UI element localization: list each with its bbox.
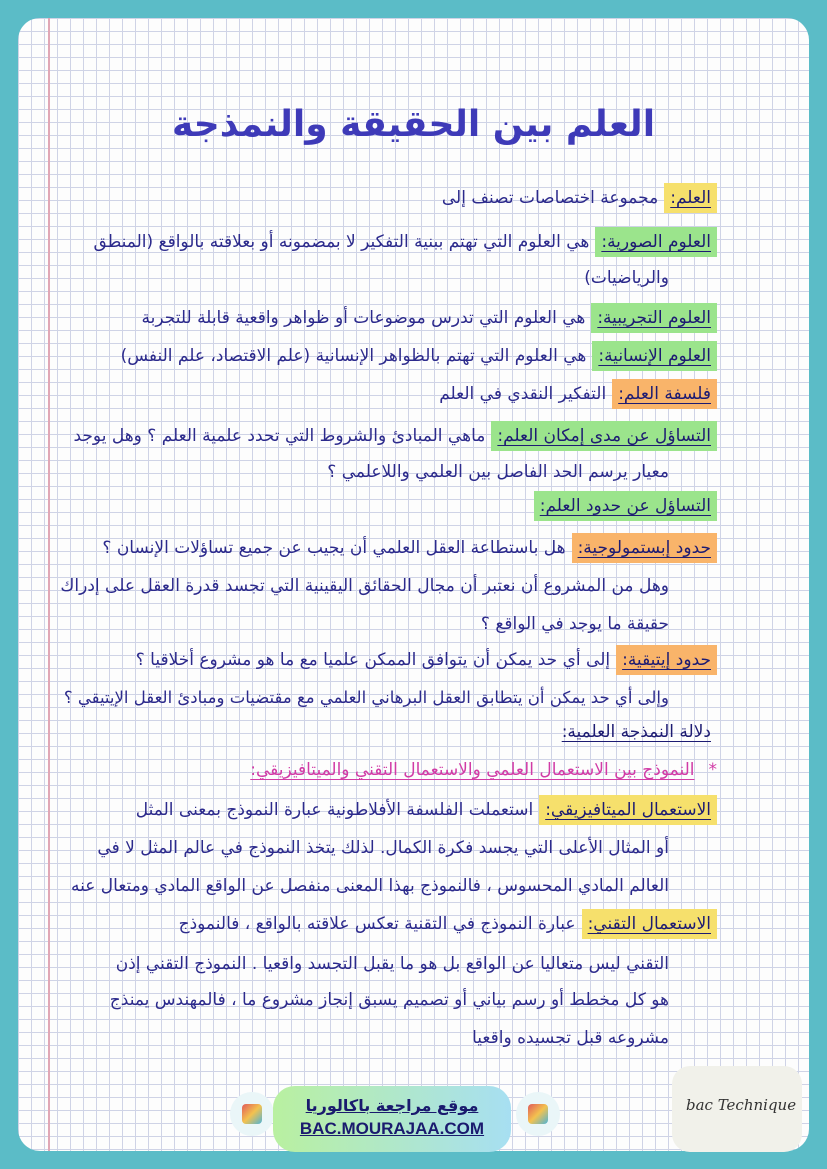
note-line [58, 980, 669, 1020]
footer-url-link[interactable]: BAC.MOURAJAA.COM [299, 1119, 485, 1138]
note-text: وإلى أي حد يمكن أن يتطابق العقل البرهاني العلمي مع مقتضيات ومبادئ العقل الإيتيقي ؟ [63, 688, 669, 707]
note-text: ماهي المبادئ والشروط التي تحدد علمية العلم ؟ وهل يوجد [73, 426, 486, 446]
note-text: هي العلوم التي تدرس موضوعات أو ظواهر واقعية قابلة للتجربة [141, 308, 586, 328]
note-text: والرياضيات) [584, 268, 669, 288]
note-term: دلالة النمذجة العلمية: [561, 722, 711, 742]
brand-text: bac Technique [686, 1096, 797, 1114]
note-term: التساؤل عن مدى إمكان العلم: [491, 421, 717, 451]
note-text: استعملت الفلسفة الأفلاطونية عبارة النموذج بمعنى المثل [135, 800, 534, 820]
brand-stamp [672, 1066, 802, 1152]
note-line [58, 298, 717, 338]
note-text: التقني ليس متعاليا عن الواقع بل هو ما يقبل التجسد واقعيا . النموذج التقني إذن [115, 954, 669, 974]
note-term: العلم: [664, 183, 717, 213]
note-line [58, 566, 669, 606]
note-text: إلى أي حد يمكن أن يتوافق الممكن علميا مع ما هو مشروع أخلاقيا ؟ [135, 650, 611, 670]
note-line [58, 374, 717, 414]
note-term: حدود إيتيقية: [616, 645, 717, 675]
note-line [58, 178, 717, 218]
note-line [58, 750, 717, 790]
page-title: العلم بين الحقيقة والنمذجة [171, 104, 656, 145]
note-line [58, 336, 717, 376]
footer-badge[interactable] [273, 1086, 511, 1152]
note-line [58, 1018, 669, 1058]
note-term: العلوم الإنسانية: [592, 341, 717, 371]
note-line [58, 790, 717, 830]
note-line [58, 258, 669, 298]
margin-line [48, 18, 50, 1151]
note-text: وهل من المشروع أن نعتبر أن مجال الحقائق اليقينية التي تجسد قدرة العقل على إدراك [60, 576, 669, 596]
note-line [58, 416, 717, 456]
site-logo-icon [516, 1092, 560, 1136]
note-line [58, 828, 669, 868]
note-text: هي العلوم التي تهتم ببنية التفكير لا بمضمونه أو بعلاقته بالواقع (المنطق [93, 232, 590, 252]
note-text: هي العلوم التي تهتم بالظواهر الإنسانية (علم الاقتصاد، علم النفس) [120, 346, 587, 366]
note-line [58, 640, 717, 680]
note-text: معيار يرسم الحد الفاصل بين العلمي واللاعلمي ؟ [327, 462, 669, 482]
note-line [58, 904, 717, 944]
note-term: النموذج بين الاستعمال العلمي والاستعمال التقني والميتافيزيقي: [250, 760, 695, 780]
note-line [58, 222, 717, 262]
note-line [58, 486, 717, 526]
note-text: حقيقة ما يوجد في الواقع ؟ [480, 614, 669, 634]
note-term: العلوم الصورية: [595, 227, 717, 257]
note-text: عبارة النموذج في التقنية تعكس علاقته بالواقع ، فالنموذج [178, 914, 576, 934]
note-text: أو المثال الأعلى التي يجسد فكرة الكمال. لذلك يتخذ النموذج في عالم المثل لا في [97, 838, 669, 858]
note-text: هو كل مخطط أو رسم بياني أو تصميم يسبق إنجاز مشروع ما ، فالمهندس يمنذج [109, 990, 669, 1010]
note-term: فلسفة العلم: [612, 379, 717, 409]
notebook-page [18, 18, 809, 1151]
note-term: الاستعمال التقني: [582, 909, 717, 939]
bullet-icon: * [708, 760, 717, 780]
note-line [58, 866, 669, 906]
note-line [58, 528, 717, 568]
site-logo-icon [230, 1092, 274, 1136]
footer-arabic-label[interactable]: موقع مراجعة باكالوريا [305, 1096, 479, 1115]
note-line [58, 944, 669, 984]
note-term: الاستعمال الميتافيزيقي: [539, 795, 717, 825]
note-text: مشروعه قبل تجسيده واقعيا [472, 1028, 669, 1048]
note-text: العالم المادي المحسوس ، فالنموذج بهذا المعنى منفصل عن الواقع المادي ومتعال عنه [71, 876, 669, 896]
note-term: التساؤل عن حدود العلم: [534, 491, 717, 521]
note-line [58, 604, 669, 644]
note-term: حدود إبستمولوجية: [572, 533, 717, 563]
note-text: هل باستطاعة العقل العلمي أن يجيب عن جميع تساؤلات الإنسان ؟ [102, 538, 566, 558]
note-line [58, 712, 717, 752]
note-term: العلوم التجريبية: [591, 303, 717, 333]
note-text: التفكير النقدي في العلم [439, 384, 607, 404]
note-text: مجموعة اختصاصات تصنف إلى [441, 188, 659, 208]
